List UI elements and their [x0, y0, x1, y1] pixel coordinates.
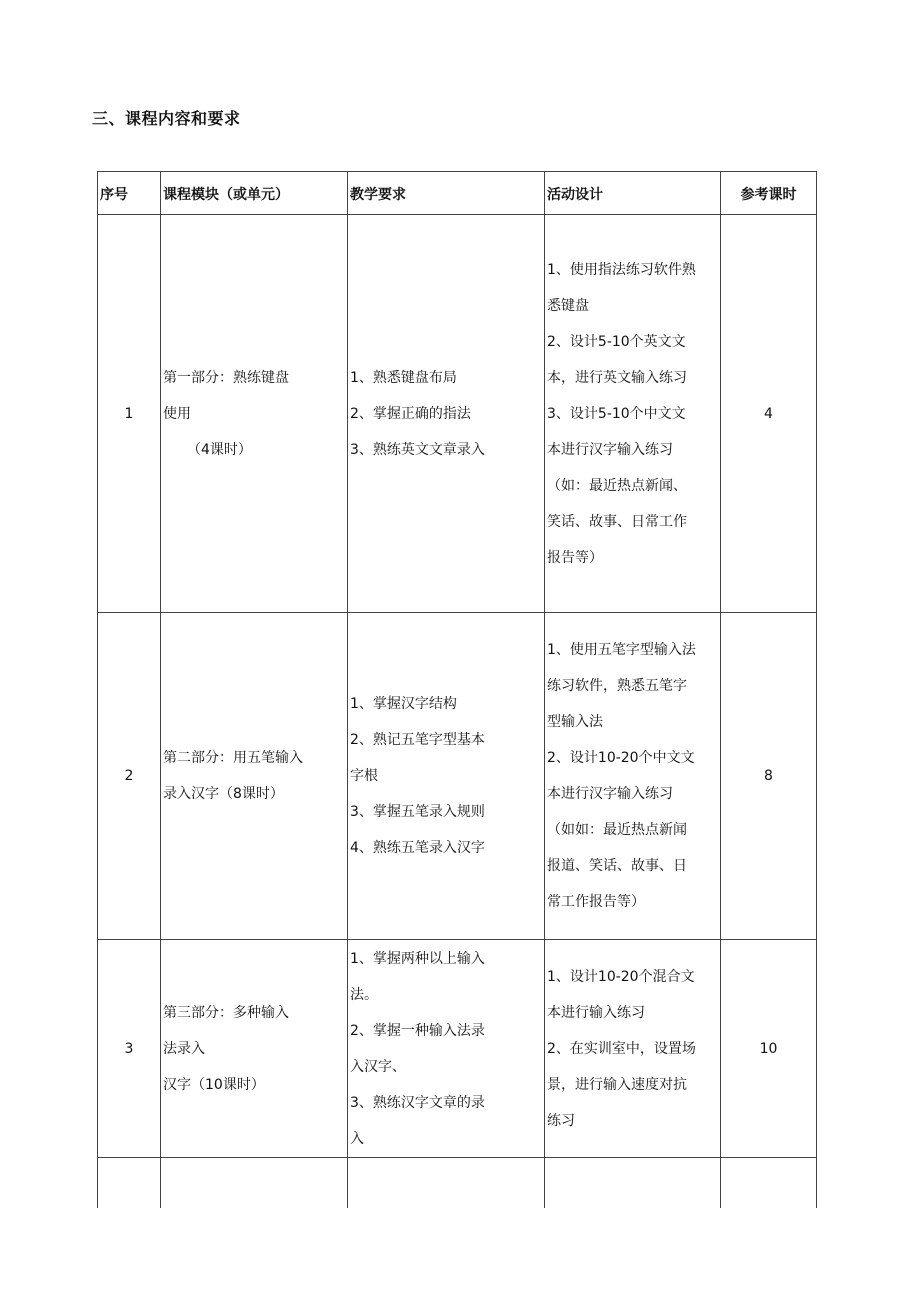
table-row-empty [98, 1158, 817, 1208]
module-line: 第三部分：多种输入 [163, 1004, 289, 1021]
activity-line: 景，进行输入速度对抗 [547, 1076, 687, 1093]
requirement-line: 入汉字、 [350, 1058, 406, 1075]
requirement-line: 入 [350, 1130, 364, 1147]
requirement-line: 1、掌握汉字结构 [350, 696, 457, 712]
empty-cell [348, 1158, 545, 1208]
module-cell [161, 613, 348, 940]
empty-cell [545, 1158, 721, 1208]
module-line: 汉字（10课时） [163, 1076, 265, 1093]
activity-line: 练习 [547, 1112, 575, 1129]
activity-line: 悉键盘 [547, 297, 589, 314]
activities-cell [545, 940, 721, 1158]
course-table [97, 171, 817, 1208]
empty-cell [721, 1158, 817, 1208]
row-hours: 4 [721, 215, 817, 613]
activity-line: 2、在实训室中，设置场 [547, 1040, 696, 1057]
activities-cell [545, 613, 721, 940]
requirement-line: 3、掌握五笔录入规则 [350, 804, 485, 820]
activity-line: （如：最近热点新闻、 [547, 477, 687, 494]
activity-line: 1、使用指法练习软件熟 [547, 261, 696, 278]
requirement-line: 4、熟练五笔录入汉字 [350, 840, 485, 856]
activity-line: 本进行汉字输入练习 [547, 786, 673, 802]
requirement-line: 2、掌握正确的指法 [350, 405, 471, 422]
requirement-line: 1、掌握两种以上输入 [350, 950, 485, 967]
activity-line: 2、设计10-20个中文文 [547, 750, 695, 766]
header-hours: 参考课时 [721, 172, 817, 215]
activity-line: 常工作报告等） [547, 894, 645, 910]
header-idx: 序号 [98, 172, 161, 215]
row-idx: 2 [98, 613, 161, 940]
requirement-line: 3、熟练汉字文章的录 [350, 1094, 485, 1111]
table-row [98, 613, 817, 940]
activity-line: 2、设计5-10个英文文 [547, 333, 686, 350]
activity-line: 练习软件，熟悉五笔字 [547, 678, 687, 694]
activity-line: 1、设计10-20个混合文 [547, 968, 695, 985]
activity-line: 本进行输入练习 [547, 1004, 645, 1021]
module-line: 使用 [163, 405, 191, 422]
requirements-cell [348, 215, 545, 613]
table-header-row [98, 172, 817, 215]
activity-line: 1、使用五笔字型输入法 [547, 642, 696, 658]
requirement-line: 2、熟记五笔字型基本 [350, 732, 485, 748]
module-cell [161, 940, 348, 1158]
requirement-line: 2、掌握一种输入法录 [350, 1022, 485, 1039]
module-line: （4课时） [187, 441, 252, 458]
requirement-line: 字根 [350, 768, 378, 784]
activity-line: 笑话、故事、日常工作 [547, 513, 687, 530]
activity-line: 报告等） [547, 549, 603, 566]
empty-cell [161, 1158, 348, 1208]
table-row [98, 940, 817, 1158]
requirement-line: 1、熟悉键盘布局 [350, 369, 457, 386]
row-idx: 1 [98, 215, 161, 613]
activity-line: 本，进行英文输入练习 [547, 369, 687, 386]
activity-line: （如如：最近热点新闻 [547, 822, 687, 838]
module-line: 第一部分：熟练键盘 [163, 369, 289, 386]
requirement-line: 法。 [350, 986, 378, 1003]
requirement-line: 3、熟练英文文章录入 [350, 441, 485, 458]
header-activities: 活动设计 [545, 172, 721, 215]
activity-line: 3、设计5-10个中文文 [547, 405, 686, 422]
module-line: 录入汉字（8课时） [163, 786, 284, 802]
module-line: 第二部分：用五笔输入 [163, 750, 303, 766]
empty-cell [98, 1158, 161, 1208]
activity-line: 型输入法 [547, 714, 603, 730]
row-idx: 3 [98, 940, 161, 1158]
header-module: 课程模块（或单元） [161, 172, 348, 215]
requirements-cell [348, 613, 545, 940]
module-line: 法录入 [163, 1040, 205, 1057]
activity-line: 报道、笑话、故事、日 [547, 858, 687, 874]
table-row [98, 215, 817, 613]
row-hours: 8 [721, 613, 817, 940]
section-title: 三、课程内容和要求 [92, 109, 241, 128]
activity-line: 本进行汉字输入练习 [547, 441, 673, 458]
activities-cell [545, 215, 721, 613]
module-cell [161, 215, 348, 613]
header-requirements: 教学要求 [348, 172, 545, 215]
requirements-cell [348, 940, 545, 1158]
row-hours: 10 [721, 940, 817, 1158]
